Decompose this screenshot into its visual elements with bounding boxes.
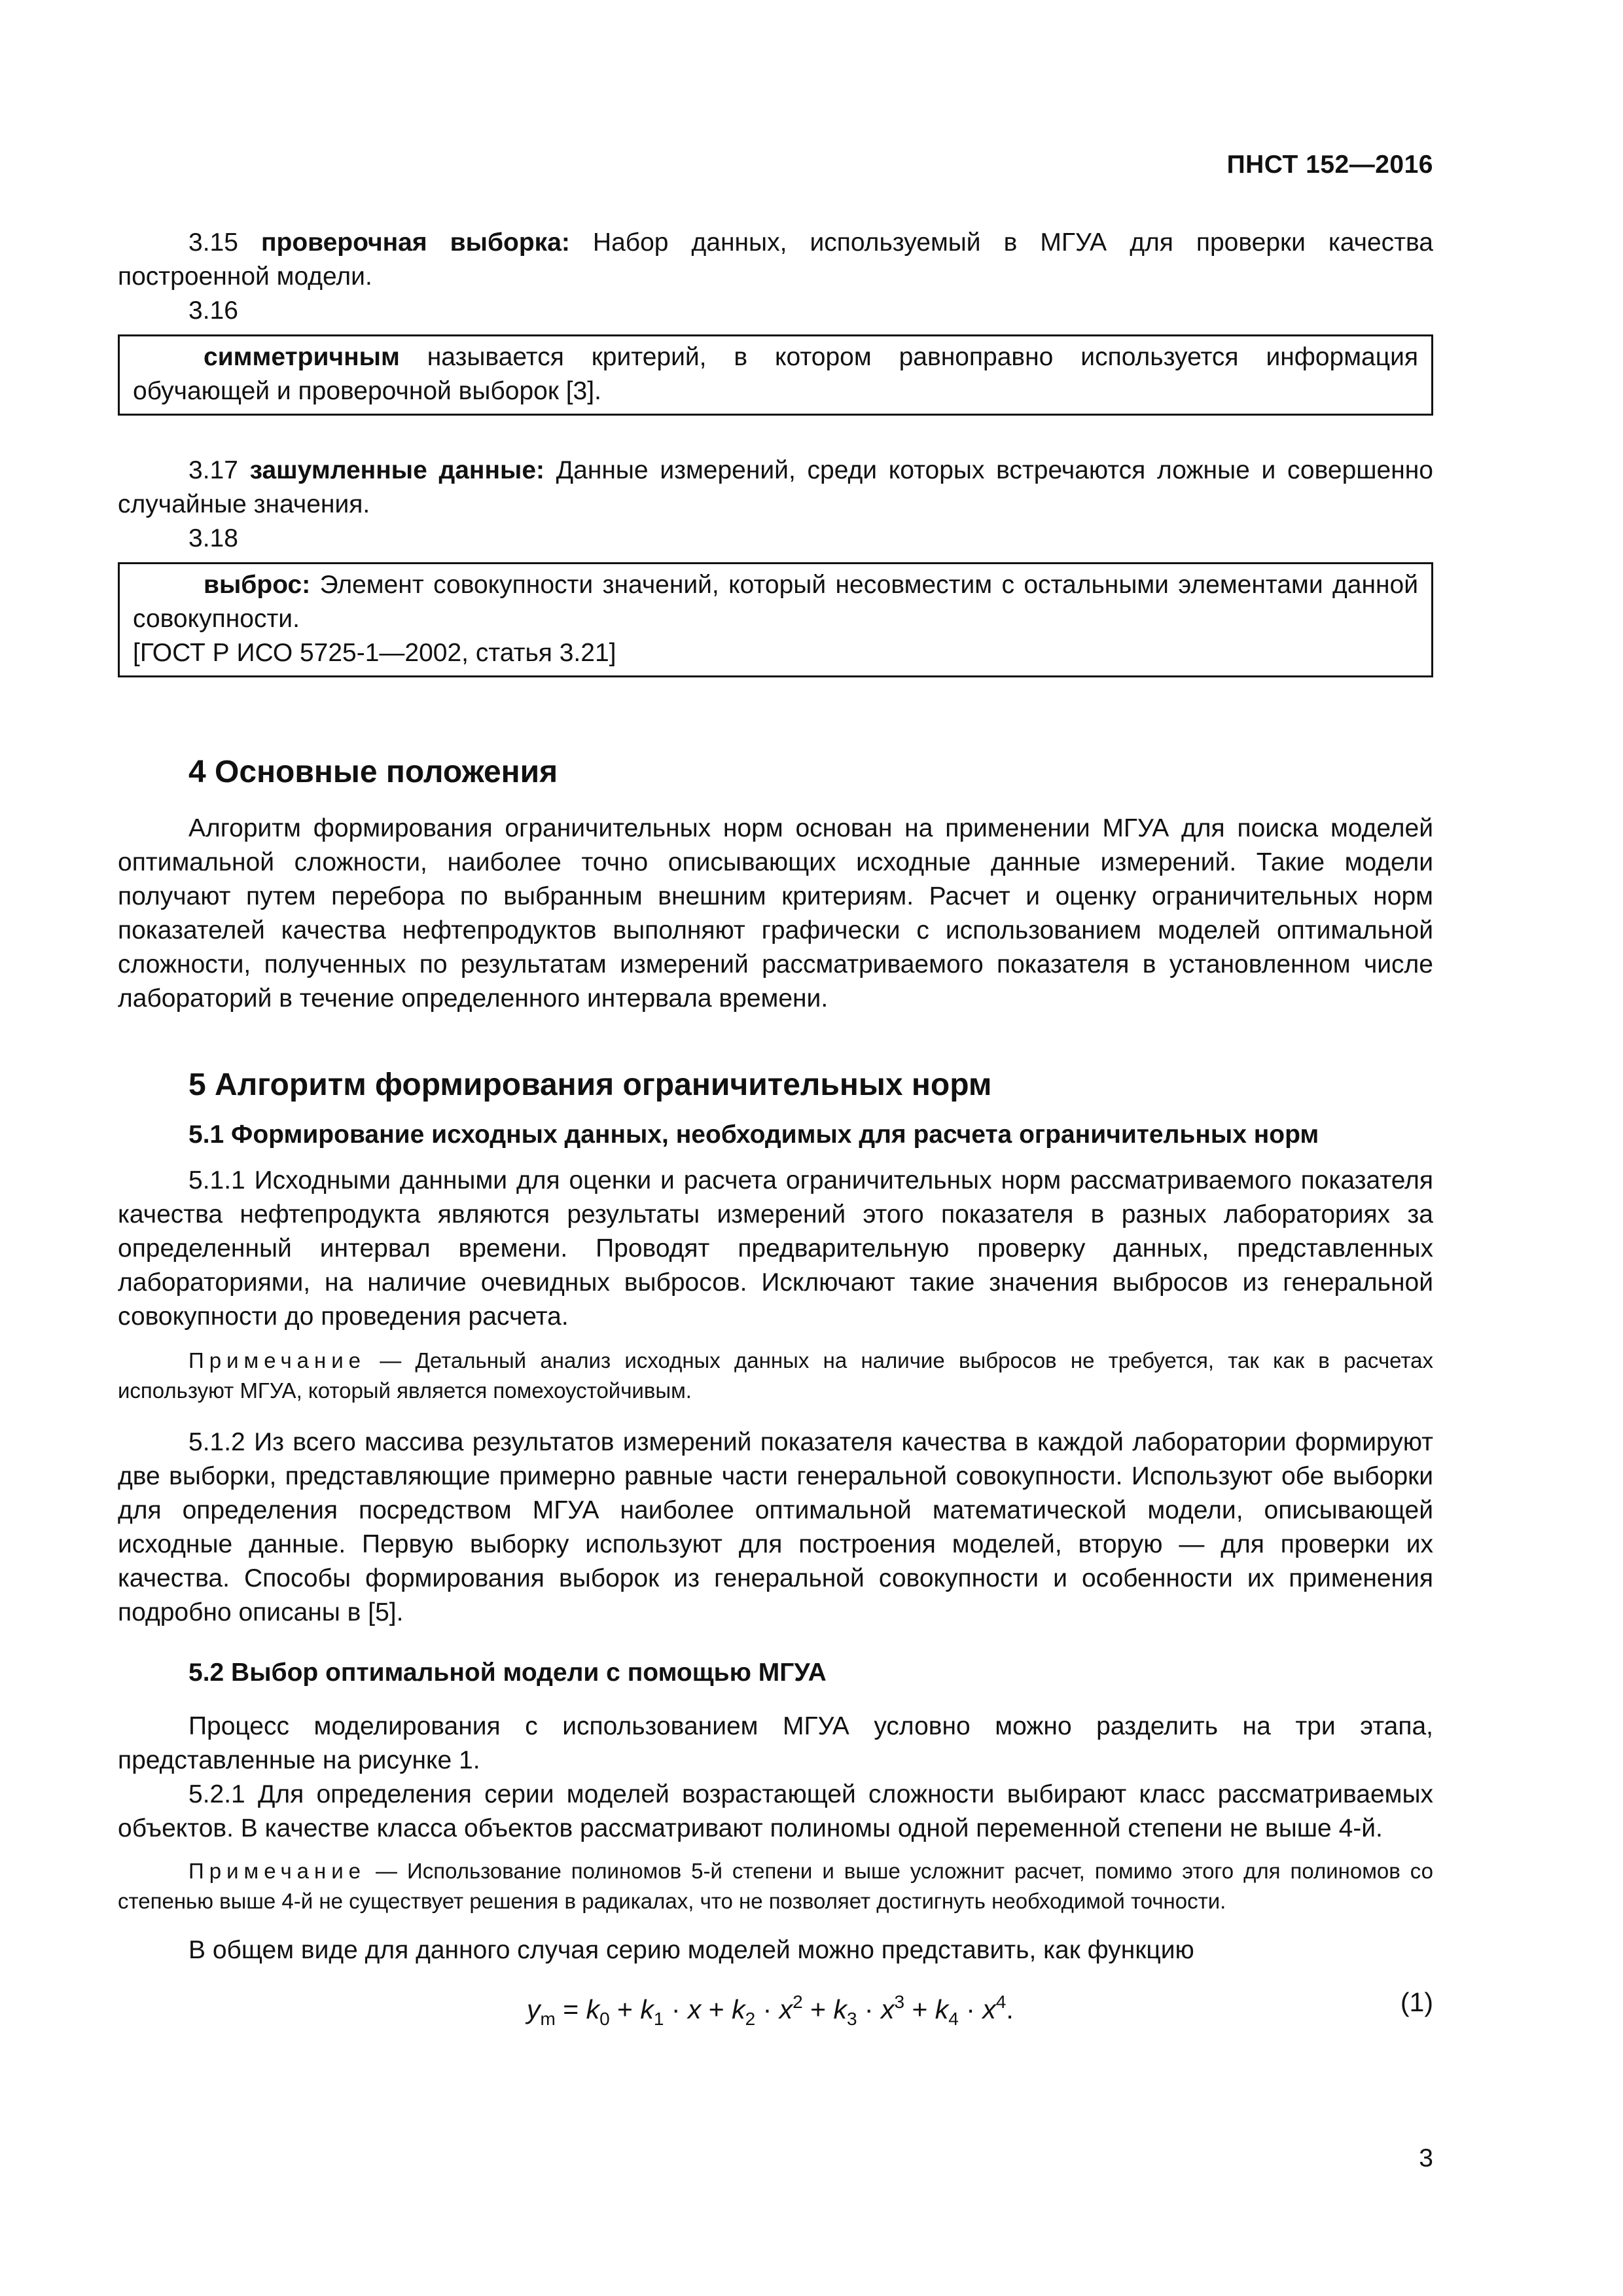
- definition-3-15: 3.15 проверочная выборка: Набор данных, используемый в МГУА для проверки качества построенной модели.: [118, 228, 1433, 291]
- paragraph-5-1-1: 5.1.1 Исходными данными для оценки и расчета ограничительных норм рассматриваемого показателя качества нефтепродукта являются результаты измерений этого показателя в разных лабораториях за определенный интервал времени. Проводят предварительную проверку данных, представленных лабораториями, на наличие очевидных выбросов. Исключают такие значения выбросов из генеральной совокупности до проведения расчета.: [118, 1166, 1433, 1331]
- definition-box-3-18: выброс: Элемент совокупности значений, который несовместим с остальными элементами данной совокупности. [ГОСТ Р ИСО 5725-1—2002, статья 3.21]: [118, 562, 1433, 677]
- clause-number-3-16: 3.16: [188, 296, 238, 325]
- note-1: Примечание — Детальный анализ исходных данных на наличие выбросов не требуется, так как в расчетах используют МГУА, который является помехоустойчивым.: [118, 1348, 1433, 1403]
- term: проверочная выборка:: [260, 228, 570, 257]
- definition-box-3-16: симметричным называется критерий, в котором равноправно используется информация обучающей и проверочной выборок [3].: [118, 334, 1433, 416]
- clause-number-3-18: 3.18: [188, 524, 238, 552]
- section-4-title: 4 Основные положения: [188, 755, 558, 789]
- section-5-2-title: 5.2 Выбор оптимальной модели с помощью МГУА: [188, 1659, 827, 1687]
- page-number: 3: [1419, 2144, 1433, 2172]
- term: выброс:: [204, 571, 311, 599]
- paragraph-5-1-2: 5.1.2 Из всего массива результатов измерений показателя качества в каждой лаборатории формируют две выборки, представляющие примерно равные части генеральной совокупности. Используют обе выборки для определения посредством МГУА наиболее оптимальной математической модели, описывающей исходные данные. Первую выборку используют для построения моделей, вторую — для проверки их качества. Способы формирования выборок из генеральной совокупности и особенности их применения подробно описаны в [5].: [118, 1428, 1433, 1626]
- definition-3-17: 3.17 зашумленные данные: Данные измерений, среди которых встречаются ложные и совершенно случайные значения.: [118, 456, 1434, 518]
- paragraph-general-form: В общем виде для данного случая серию моделей можно представить, как функцию: [188, 1936, 1194, 1964]
- section-5-1-title: 5.1 Формирование исходных данных, необходимых для расчета ограничительных норм: [188, 1121, 1319, 1149]
- equation-formula: $y_m = k_0 + k_1 \cdot x + k_2 \cdot x^2 + k_3 \cdot x^3 + k_4 \cdot x^4$.: [527, 1992, 1014, 2029]
- section-4-paragraph: Алгоритм формирования ограничительных норм основан на применении МГУА для поиска моделей оптимальной сложности, наиболее точно описывающих исходные данные измерений. Такие модели получают путем перебора по выбранным внешним критериям. Расчет и оценку ограничительных норм показателей качества нефтепродуктов выполняют графически с использованием моделей оптимальной сложности, полученных по результатам измерений рассматриваемого показателя в установленном числе лабораторий в течение определенного интервала времени.: [118, 814, 1433, 1013]
- document-code: ПНСТ 152—2016: [1226, 151, 1433, 179]
- section-5-title: 5 Алгоритм формирования ограничительных норм: [188, 1067, 992, 1102]
- definition-source: [ГОСТ Р ИСО 5725-1—2002, статья 3.21]: [133, 639, 616, 667]
- paragraph-5-2-1: 5.2.1 Для определения серии моделей возрастающей сложности выбирают класс рассматриваемых объектов. В качестве класса объектов рассматривают полиномы одной переменной степени не выше 4-й.: [118, 1780, 1433, 1842]
- term: зашумленные данные:: [249, 456, 545, 484]
- paragraph-5-2: Процесс моделирования с использованием МГУА условно можно разделить на три этапа, представленные на рисунке 1.: [118, 1712, 1433, 1774]
- note-2: Примечание — Использование полиномов 5-й степени и выше усложнит расчет, помимо этого для полиномов со степенью выше 4-й не существует решения в радикалах, что не позволяет достигнуть необходимой точности.: [118, 1859, 1433, 1913]
- equation-number: (1): [1400, 1987, 1433, 2017]
- equation-1: [118, 1979, 1433, 2029]
- term: симметричным: [204, 343, 400, 371]
